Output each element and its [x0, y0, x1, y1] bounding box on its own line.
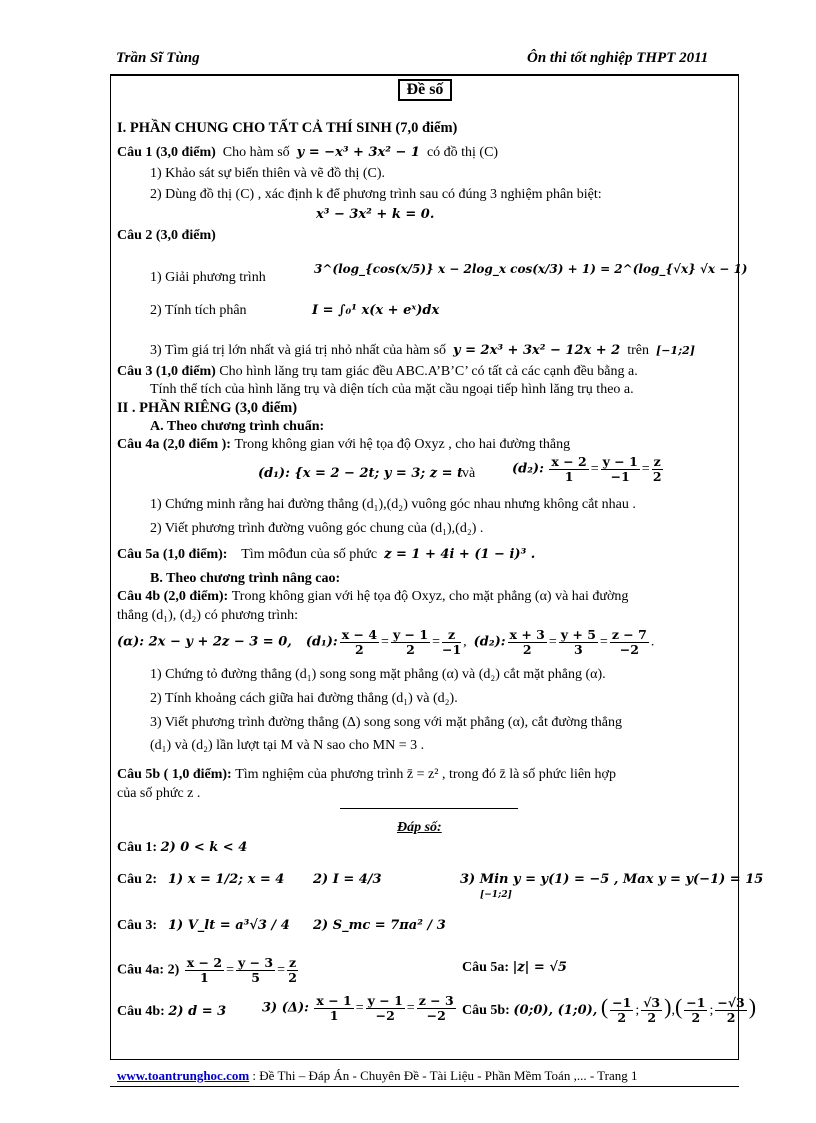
ans-c4b-b-line: 3) (Δ): $\frac{x - 1}{1}$ = $\frac{y - 1}{-2}$ = $\frac{z - 3}{-2}$ [262, 993, 454, 1023]
q4a-d2: (d₂): $\frac{x - 2}{1}$ = $\frac{y - 1}{-1}$ = $\frac{z}{2}$ [512, 454, 662, 484]
q4a-text: Trong không gian với hệ tọa độ Oxyz , cho hai đường thẳng [234, 437, 571, 452]
exam-title: Đề số [398, 79, 452, 101]
q4b-sub3b: (d₁) và (d₂) lần lượt tại M và N sao cho MN = 3 . [150, 738, 425, 753]
q2-label: Câu 2 (3,0 điểm) [117, 228, 216, 243]
q1-text: Cho hàm số [222, 145, 290, 160]
q4b-sub3a: 3) Viết phương trình đường thẳng (Δ) song song với mặt phẳng (α), cắt đường thẳng [150, 715, 622, 730]
q4b-equations: (α): 2x − y + 2z − 3 = 0, (d₁): $\frac{x - 4}{2}$ = $\frac{y - 1}{2}$ = $\frac{z}{-1}$ , (d₂): $\frac{x + 3}{2}$ = $\frac{y + 5}{3}$ = $\frac{z - 7}{-2}$ . [117, 627, 655, 657]
ans-c2-a: 1) x = 1/2; x = 4 [168, 872, 285, 887]
header-author: Trần Sĩ Tùng [116, 50, 200, 66]
q4b-plane: (α): 2x − y + 2z − 3 = 0, [117, 634, 292, 650]
ans-c4b-a: 2) d = 3 [168, 1004, 227, 1019]
q2-sub3-range: [−1;2] [656, 344, 695, 357]
ans-c5b: Câu 5b: (0;0), (1;0), ( $\frac{-1}{2}$ ; $\frac{√3}{2}$ ),( $\frac{-1}{2}$ ; $\frac{-√3}{2}$ ) [462, 994, 757, 1026]
ans-c5b-text: (0;0), (1;0), [513, 1003, 598, 1018]
ans-c2-b: 2) I = 4/3 [313, 872, 382, 887]
ans-c1 [117, 840, 247, 856]
q1-sub1: 1) Khảo sát sự biến thiên và vẽ đồ thị (C). [150, 166, 386, 181]
q5a-label: Câu 5a (1,0 điểm): [117, 547, 228, 562]
q1-func: y = −x³ + 3x² − 1 [296, 145, 420, 160]
q3-text2: Tính thể tích của hình lăng trụ và diện tích của mặt cầu ngoại tiếp hình lăng trụ theo a. [150, 382, 634, 397]
q4a-line [117, 437, 570, 453]
ans-c4b [117, 1004, 226, 1020]
q5a-equation: z = 1 + 4i + (1 − i)³ . [384, 547, 536, 562]
footer-rule [110, 1086, 739, 1087]
q5b-line1 [117, 767, 616, 783]
ans-c1-label: Câu 1: [117, 840, 158, 855]
q1-tail: có đồ thị (C) [426, 145, 499, 160]
ans-c3 [117, 918, 157, 934]
q2-sub3 [150, 343, 695, 359]
q5a-line [117, 547, 535, 563]
part2-heading: II . PHẦN RIÊNG (3,0 điểm) [117, 400, 298, 416]
ans-c4b-label: Câu 4b: [117, 1004, 165, 1019]
answers-heading: Đáp số: [397, 820, 442, 835]
q4b-text2: thẳng (d₁), (d₂) có phương trình: [117, 608, 299, 623]
q3-text1: Cho hình lăng trụ tam giác đều ABC.A’B’C’ có tất cả các cạnh đều bằng a. [219, 364, 638, 379]
q1-line [117, 145, 498, 161]
q2-sub3-text: 3) Tìm giá trị lớn nhất và giá trị nhỏ nhất của hàm số [150, 343, 447, 358]
ans-c4a-text: 2) [167, 962, 180, 978]
ans-c2-label: Câu 2: [117, 872, 158, 887]
answer-divider [340, 808, 518, 809]
ans-c4b-b: 3) (Δ): [262, 1000, 309, 1016]
ans-c5a-label: Câu 5a: [462, 960, 510, 975]
footer-text: : Đề Thi – Đáp Án - Chuyên Đề - Tài Liệu - Phần Mềm Toán ,... - Trang 1 [249, 1068, 638, 1083]
ans-c5a [462, 960, 567, 976]
q5b-label: Câu 5b ( 1,0 điểm): [117, 767, 232, 782]
q4a-and: và [462, 466, 476, 481]
q4b-text1: Trong không gian với hệ tọa độ Oxyz, cho mặt phẳng (α) và hai đường [231, 589, 629, 604]
header-subject: Ôn thi tốt nghiệp THPT 2011 [527, 50, 709, 66]
q1-equation: x³ − 3x² + k = 0. [316, 207, 435, 222]
q4b-sub2: 2) Tính khoảng cách giữa hai đường thẳng (d₁) và (d₂). [150, 691, 458, 706]
q5b-text1: Tìm nghiệm của phương trình z̄ = z² , trong đó z̄ là số phức liên hợp [235, 767, 616, 782]
q4a-label: Câu 4a (2,0 điểm ): [117, 437, 231, 452]
ans-c4a-label: Câu 4a: [117, 962, 165, 978]
ans-c1-text: 2) 0 < k < 4 [160, 840, 248, 855]
q4a-sub1: 1) Chứng minh rằng hai đường thẳng (d₁),(d₂) vuông góc nhau nhưng không cắt nhau . [150, 497, 636, 512]
ans-c3-b: 2) S_mc = 7πa² / 3 [313, 918, 446, 933]
q5a-text: Tìm môđun của số phức [241, 547, 378, 562]
q1-sub2: 2) Dùng đồ thị (C) , xác định k để phương trình sau có đúng 3 nghiệm phân biệt: [150, 187, 602, 202]
q2-sub2-equation: I = ∫₀¹ x(x + eˣ)dx [312, 303, 440, 318]
part1-heading: I. PHẦN CHUNG CHO TẤT CẢ THÍ SINH (7,0 điểm) [117, 120, 458, 136]
ans-c2-c: 3) Min y = y(1) = −5 , Max y = y(−1) = 15 [460, 872, 764, 887]
ans-c3-a: 1) V_lt = a³√3 / 4 [168, 918, 290, 933]
ans-c4a: Câu 4a: 2) $\frac{x - 2}{1}$ = $\frac{y - 3}{5}$ = $\frac{z}{2}$ [117, 955, 297, 985]
ans-c5b-label: Câu 5b: [462, 1003, 510, 1018]
q2-sub1: 1) Giải phương trình [150, 270, 266, 285]
q2-sub1-equation: 3^(log_{cos(x/5)} x − 2log_x cos(x/3) + 1) = 2^(log_{√x} √x − 1) [314, 262, 748, 276]
q2-sub2: 2) Tính tích phân [150, 303, 247, 318]
ans-c5a-text: |z| = √5 [512, 960, 567, 975]
program-b-heading: B. Theo chương trình nâng cao: [150, 571, 341, 586]
ans-c3-label: Câu 3: [117, 918, 158, 933]
q4b-sub1: 1) Chứng tỏ đường thẳng (d₁) song song mặt phẳng (α) và (d₂) cắt mặt phẳng (α). [150, 667, 606, 682]
q2-sub3-func: y = 2x³ + 3x² − 12x + 2 [453, 343, 621, 358]
q3-line1 [117, 364, 638, 380]
content-frame [110, 75, 739, 1060]
ans-c2 [117, 872, 157, 888]
q2-sub3-tail: trên [627, 343, 649, 358]
footer [117, 1068, 638, 1084]
program-a-heading: A. Theo chương trình chuẩn: [150, 419, 325, 434]
q4a-sub2: 2) Viết phương trình đường vuông góc chung của (d₁),(d₂) . [150, 521, 484, 536]
q3-label: Câu 3 (1,0 điểm) [117, 364, 216, 379]
q4a-d1: (d₁): {x = 2 − 2t; y = 3; z = t [258, 466, 464, 481]
q4b-label: Câu 4b (2,0 điểm): [117, 589, 229, 604]
ans-c2-c-sub: [−1;2] [480, 890, 512, 900]
q1-label: Câu 1 (3,0 điểm) [117, 145, 216, 160]
q4b-line1 [117, 589, 628, 605]
footer-link[interactable]: www.toantrunghoc.com [117, 1068, 250, 1083]
q5b-text2: của số phức z . [117, 786, 201, 801]
